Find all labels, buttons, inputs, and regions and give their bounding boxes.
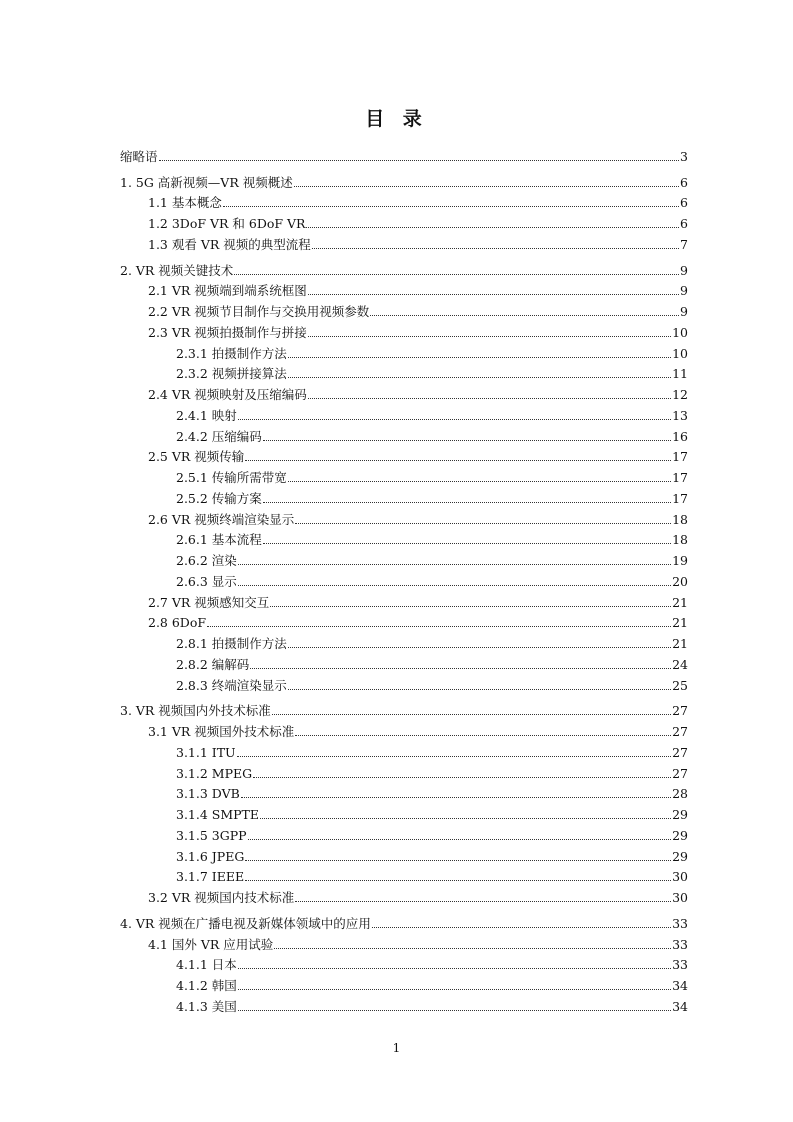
toc-entry-title: 4.1 国外 VR 应用试验 — [148, 936, 274, 952]
toc-entry-page: 17 — [672, 490, 688, 506]
toc-entry-page: 21 — [672, 615, 688, 631]
toc-entry[interactable] — [120, 823, 688, 844]
toc-entry-page: 9 — [680, 304, 688, 319]
toc-entry-title: 2. VR 视频关键技术 — [120, 262, 234, 278]
toc-entry[interactable] — [120, 320, 688, 341]
dot-leader — [263, 440, 671, 441]
toc-entry[interactable] — [120, 932, 688, 953]
toc-entry-title: 2.3 VR 视频拍摄制作与拼接 — [148, 324, 307, 340]
toc-entry-page: 12 — [672, 387, 688, 402]
toc-entry[interactable] — [120, 994, 688, 1015]
toc-entry[interactable] — [120, 211, 688, 232]
dot-leader — [295, 523, 671, 524]
toc-entry-page: 29 — [672, 807, 688, 822]
toc-entry-title: 2.5.1 传输所需带宽 — [176, 470, 287, 485]
toc-entry-page: 3 — [680, 148, 688, 164]
toc-entry-page: 20 — [672, 573, 688, 589]
toc-entry[interactable] — [120, 652, 688, 673]
toc-entry-title: 2.5.2 传输方案 — [176, 490, 262, 506]
toc-entry[interactable] — [120, 486, 688, 507]
dot-leader — [159, 160, 680, 161]
toc-entry[interactable] — [120, 445, 688, 466]
toc-entry-page: 29 — [672, 848, 688, 864]
dot-leader — [288, 481, 671, 482]
toc-entry-title: 2.6.2 渲染 — [176, 553, 237, 568]
toc-entry-page: 34 — [672, 998, 688, 1014]
dot-leader — [238, 564, 671, 565]
toc-entry-title: 2.8.3 终端渲染显示 — [176, 677, 287, 693]
toc-entry-title: 1.3 观看 VR 视频的典型流程 — [148, 236, 311, 252]
toc-entry-page: 18 — [672, 532, 688, 548]
toc-entry[interactable] — [120, 885, 688, 906]
toc-entry-page: 27 — [672, 724, 688, 739]
toc-entry-page: 30 — [672, 869, 688, 885]
toc-entry-title: 3.1 VR 视频国外技术标准 — [148, 724, 295, 739]
toc-entry-title: 1. 5G 高新视频—VR 视频概述 — [120, 174, 293, 190]
toc-entry-title: 4. VR 视频在广播电视及新媒体领域中的应用 — [120, 915, 371, 931]
toc-entry[interactable] — [120, 170, 688, 191]
dot-leader — [223, 206, 679, 207]
toc-entry[interactable] — [120, 631, 688, 652]
dot-leader — [294, 186, 679, 187]
toc-entry-page: 13 — [672, 407, 688, 423]
dot-leader — [234, 274, 679, 275]
toc-entry-page: 10 — [672, 324, 688, 340]
toc-entry-title: 2.3.1 拍摄制作方法 — [176, 345, 287, 361]
toc-entry-title: 2.8.2 编解码 — [176, 656, 250, 672]
toc-entry[interactable] — [120, 465, 688, 486]
toc-entry-page: 33 — [672, 915, 688, 931]
toc-entry[interactable] — [120, 507, 688, 528]
toc-entry-page: 6 — [680, 195, 688, 211]
dot-leader — [250, 668, 671, 669]
dot-leader — [238, 1010, 671, 1011]
toc-entry-page: 17 — [672, 470, 688, 485]
toc-entry[interactable] — [120, 362, 688, 383]
toc-entry-title: 3.2 VR 视频国内技术标准 — [148, 890, 295, 905]
toc-entry-title: 2.4.2 压缩编码 — [176, 428, 262, 444]
toc-entry-page: 28 — [672, 786, 688, 802]
toc-entry-page: 30 — [672, 890, 688, 905]
toc-entry-page: 21 — [672, 636, 688, 651]
toc-entry-page: 33 — [672, 957, 688, 973]
dot-leader — [207, 626, 671, 627]
dot-leader — [263, 543, 671, 544]
dot-leader — [260, 818, 671, 819]
toc-entry[interactable] — [120, 279, 688, 300]
page-number: 1 — [392, 1041, 401, 1055]
dot-leader — [272, 714, 671, 715]
toc-entry-page: 10 — [672, 345, 688, 361]
toc-entry[interactable] — [120, 569, 688, 590]
dot-leader — [308, 336, 671, 337]
toc-entry-title: 3.1.4 SMPTE — [176, 807, 260, 822]
toc-entry-title: 3.1.6 JPEG — [176, 848, 245, 864]
toc-entry[interactable] — [120, 719, 688, 740]
dot-leader — [238, 419, 671, 420]
dot-leader — [295, 735, 671, 736]
toc-entry-title: 2.3.2 视频拼接算法 — [176, 366, 287, 382]
toc-entry-title: 2.2 VR 视频节目制作与交换用视频参数 — [148, 304, 370, 319]
toc-entry-title: 2.4.1 映射 — [176, 407, 237, 423]
toc-entry-title: 4.1.3 美国 — [176, 998, 237, 1014]
toc-entry-page: 27 — [672, 703, 688, 719]
toc-entry-title: 2.6.1 基本流程 — [176, 532, 262, 548]
toc-entry-title: 2.6 VR 视频终端渲染显示 — [148, 511, 295, 527]
dot-leader — [238, 585, 671, 586]
toc-entry-title: 2.4 VR 视频映射及压缩编码 — [148, 387, 307, 402]
toc-entry[interactable] — [120, 424, 688, 445]
toc-entry[interactable] — [120, 740, 688, 761]
toc-entry-page: 25 — [672, 677, 688, 693]
dot-leader — [245, 860, 671, 861]
dot-leader — [308, 398, 671, 399]
toc-entry[interactable] — [120, 865, 688, 886]
toc-entry[interactable] — [120, 191, 688, 212]
dot-leader — [263, 502, 671, 503]
toc-entry[interactable] — [120, 232, 688, 253]
toc-entry-page: 17 — [672, 449, 688, 465]
toc-entry-page: 27 — [672, 744, 688, 760]
toc-entry[interactable] — [120, 258, 688, 279]
table-of-contents — [120, 144, 688, 1015]
toc-entry-page: 11 — [672, 366, 688, 382]
toc-entry[interactable] — [120, 528, 688, 549]
dot-leader — [270, 606, 671, 607]
toc-entry-title: 2.8 6DoF — [148, 615, 207, 631]
toc-entry[interactable] — [120, 911, 688, 932]
dot-leader — [237, 756, 672, 757]
dot-leader — [238, 989, 671, 990]
dot-leader — [274, 948, 671, 949]
toc-entry-title: 3.1.2 MPEG — [176, 765, 253, 781]
dot-leader — [238, 968, 671, 969]
dot-leader — [288, 377, 671, 378]
dot-leader — [312, 248, 679, 249]
toc-entry-title: 2.8.1 拍摄制作方法 — [176, 636, 287, 651]
toc-entry[interactable] — [120, 144, 688, 165]
toc-entry-title: 3.1.5 3GPP — [176, 827, 247, 843]
dot-leader — [245, 880, 671, 881]
toc-entry-page: 27 — [672, 765, 688, 781]
toc-entry-page: 19 — [672, 553, 688, 568]
dot-leader — [295, 901, 671, 902]
toc-entry-page: 7 — [680, 236, 688, 252]
dot-leader — [248, 839, 672, 840]
toc-entry[interactable] — [120, 382, 688, 403]
toc-entry-title: 2.6.3 显示 — [176, 573, 237, 589]
toc-entry-page: 29 — [672, 827, 688, 843]
dot-leader — [288, 647, 671, 648]
toc-entry-title: 1.2 3DoF VR 和 6DoF VR — [148, 216, 306, 231]
dot-leader — [253, 777, 671, 778]
toc-entry[interactable] — [120, 299, 688, 320]
toc-entry[interactable] — [120, 699, 688, 720]
dot-leader — [306, 227, 679, 228]
toc-entry-title: 1.1 基本概念 — [148, 195, 222, 211]
toc-entry[interactable] — [120, 403, 688, 424]
dot-leader — [241, 797, 671, 798]
toc-entry-page: 9 — [680, 262, 688, 278]
toc-entry[interactable] — [120, 953, 688, 974]
toc-entry-title: 3.1.3 DVB — [176, 786, 240, 802]
toc-entry-title: 3.1.7 IEEE — [176, 869, 245, 885]
toc-entry[interactable] — [120, 802, 688, 823]
toc-entry-page: 6 — [680, 216, 688, 231]
toc-entry[interactable] — [120, 782, 688, 803]
dot-leader — [372, 927, 671, 928]
toc-entry-title: 4.1.1 日本 — [176, 957, 237, 973]
toc-entry-title: 2.5 VR 视频传输 — [148, 449, 245, 465]
toc-entry[interactable] — [120, 973, 688, 994]
toc-entry-page: 33 — [672, 936, 688, 952]
toc-entry-title: 3.1.1 ITU — [176, 744, 236, 760]
toc-entry-page: 21 — [672, 594, 688, 610]
dot-leader — [288, 357, 671, 358]
dot-leader — [245, 460, 671, 461]
dot-leader — [288, 689, 671, 690]
toc-entry-page: 16 — [672, 428, 688, 444]
toc-entry[interactable] — [120, 611, 688, 632]
toc-entry-title: 2.1 VR 视频端到端系统框图 — [148, 283, 307, 299]
toc-entry[interactable] — [120, 341, 688, 362]
toc-entry-page: 24 — [672, 656, 688, 672]
toc-entry[interactable] — [120, 548, 688, 569]
toc-entry-page: 18 — [672, 511, 688, 527]
toc-entry-title: 3. VR 视频国内外技术标准 — [120, 703, 271, 719]
toc-entry-title: 缩略语 — [120, 148, 158, 164]
toc-entry-page: 34 — [672, 978, 688, 993]
toc-entry[interactable] — [120, 761, 688, 782]
toc-entry[interactable] — [120, 673, 688, 694]
toc-entry-page: 6 — [680, 174, 688, 190]
toc-entry[interactable] — [120, 844, 688, 865]
toc-entry[interactable] — [120, 590, 688, 611]
toc-entry-title: 2.7 VR 视频感知交互 — [148, 594, 270, 610]
toc-entry-page: 9 — [680, 283, 688, 299]
dot-leader — [308, 294, 679, 295]
toc-entry-title: 4.1.2 韩国 — [176, 978, 237, 993]
dot-leader — [370, 315, 679, 316]
page-title: 目 录 — [365, 108, 428, 130]
